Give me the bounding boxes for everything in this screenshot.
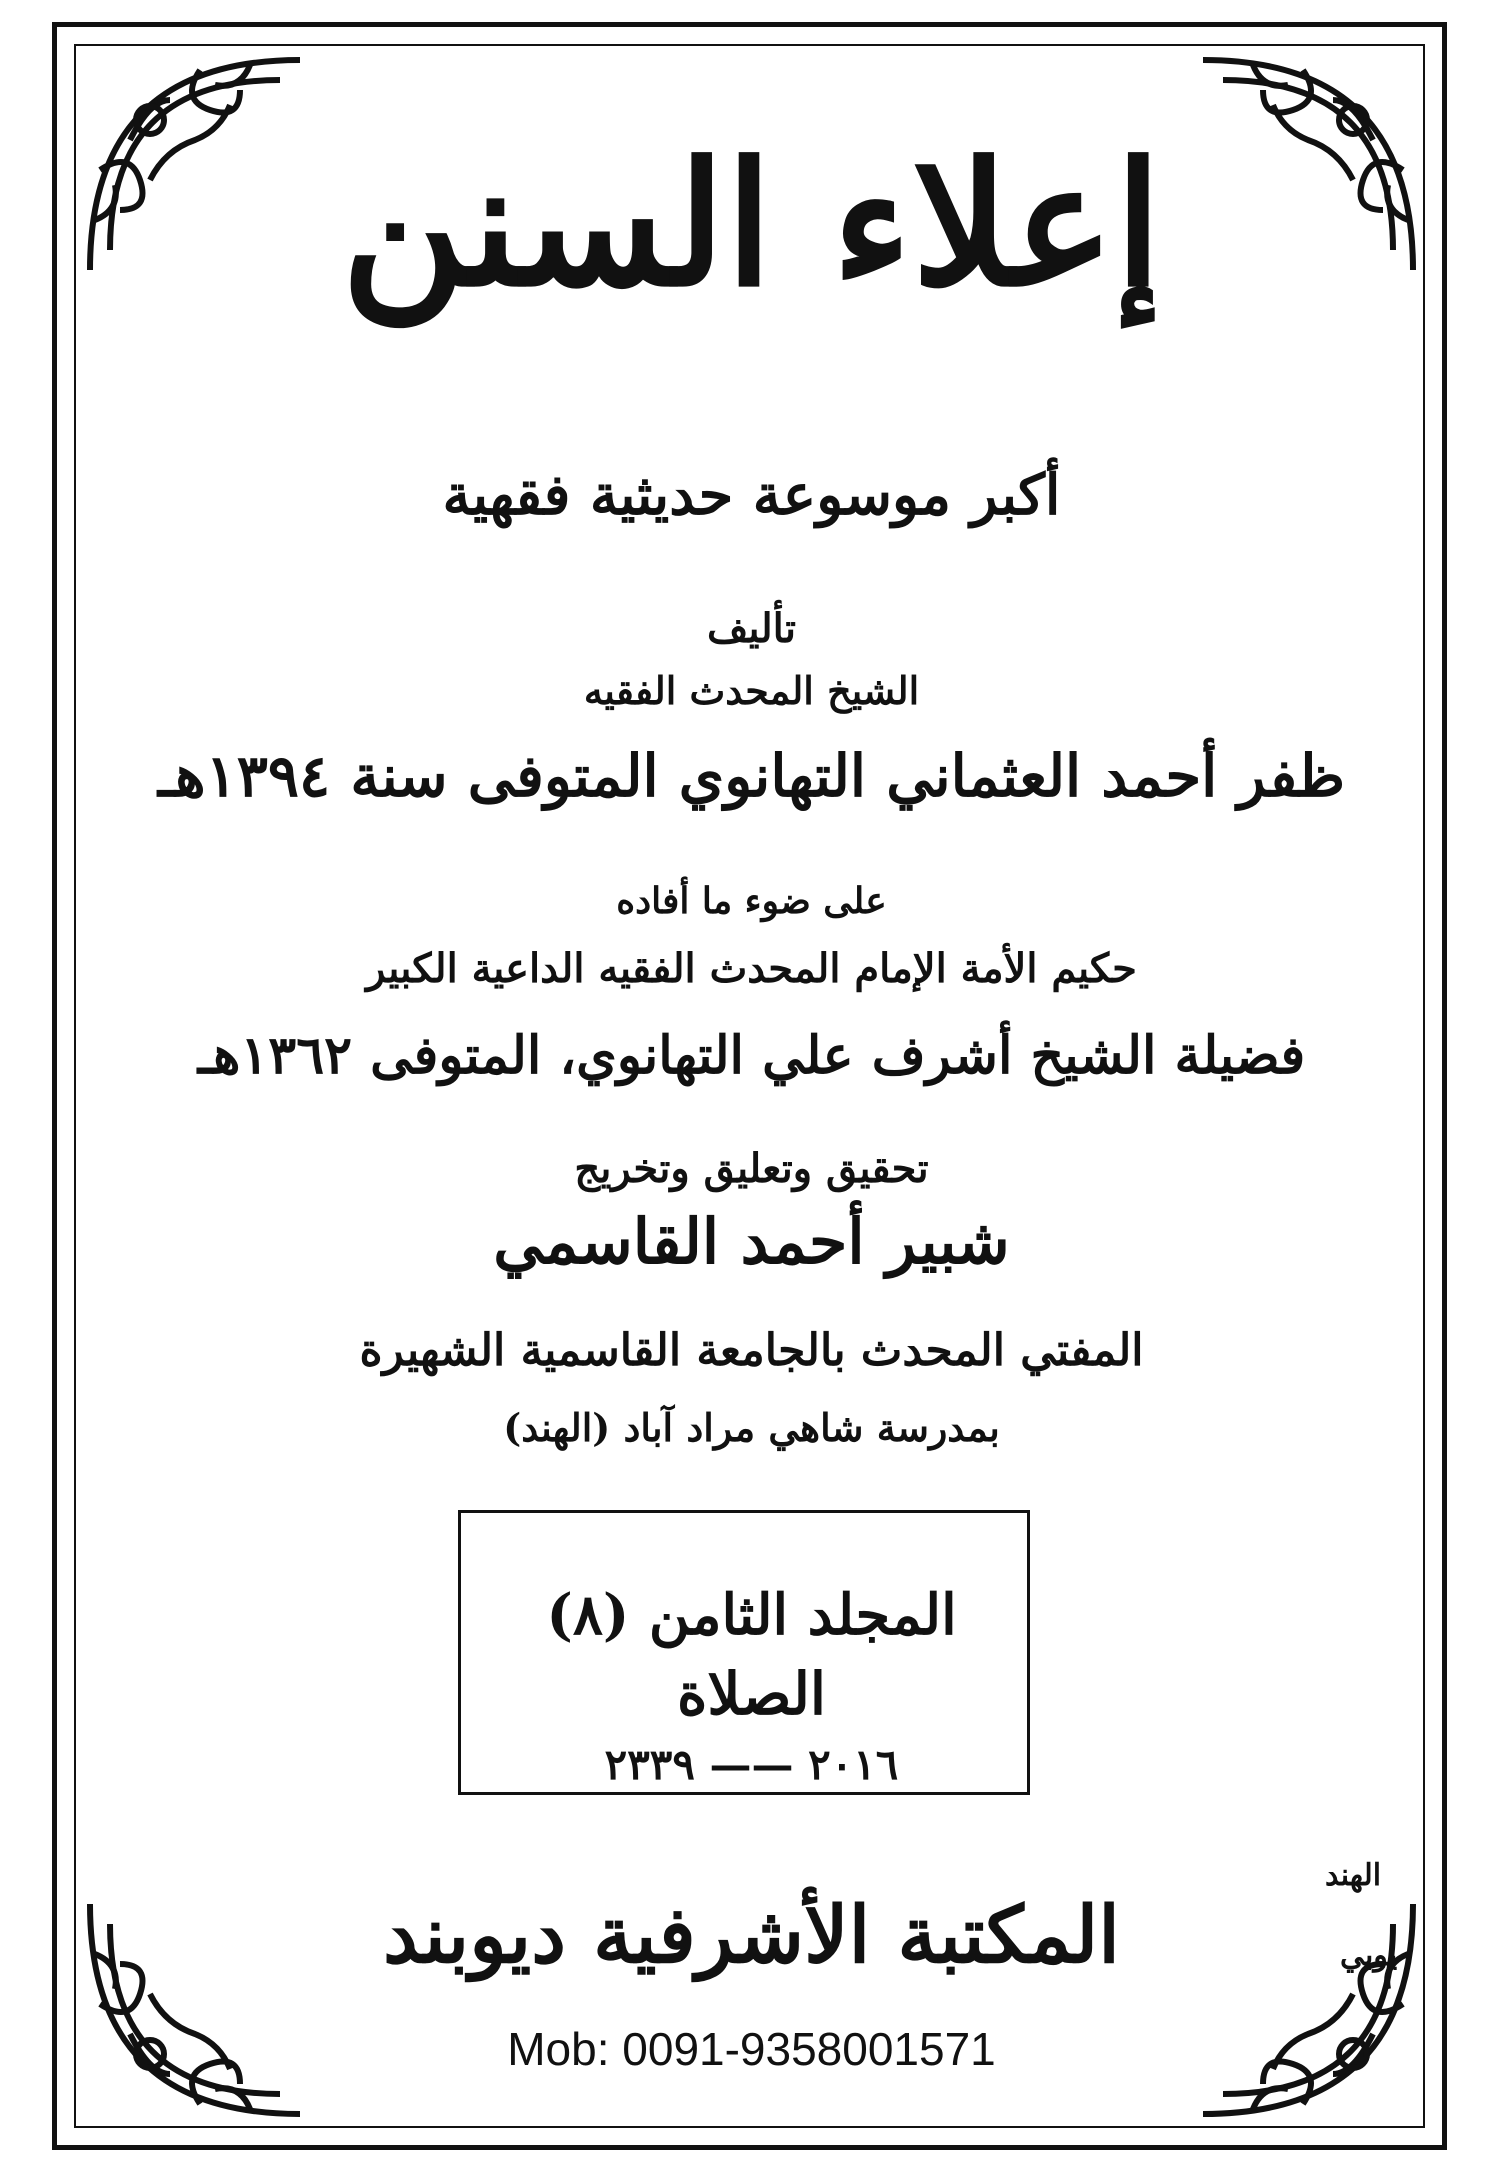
author-label: تأليف — [707, 605, 796, 652]
editing-label: تحقيق وتعليق وتخريج — [574, 1145, 929, 1192]
publisher-country: الهند — [1325, 1858, 1382, 1893]
basis-label: على ضوء ما أفاده — [616, 880, 887, 922]
contact-phone: Mob: 0091-9358001571 — [507, 2023, 996, 2075]
basis-name: فضيلة الشيخ أشرف علي التهانوي، المتوفى ١٣٦٢هـ — [197, 1025, 1306, 1086]
publisher-state: يوبي — [1340, 1938, 1398, 1973]
inner-border — [74, 44, 1425, 2128]
author-honorific: الشيخ المحدث الفقيه — [583, 668, 920, 713]
editor-role: المفتي المحدث بالجامعة القاسمية الشهيرة — [359, 1325, 1144, 1376]
book-title: إعلاء السنن — [341, 125, 1162, 325]
volume-hadith-range: ٢٠١٦ —— ٢٣٣٩ — [604, 1740, 899, 1789]
basis-titles: حكيم الأمة الإمام المحدث الفقيه الداعية الكبير — [366, 945, 1137, 992]
volume-topic: الصلاة — [676, 1660, 827, 1728]
editor-name: شبير أحمد القاسمي — [493, 1205, 1010, 1278]
volume-title: المجلد الثامن (٨) — [546, 1582, 957, 1648]
editor-place: بمدرسة شاهي مراد آباد (الهند) — [503, 1405, 1000, 1450]
book-subtitle: أكبر موسوعة حديثية فقهية — [442, 462, 1061, 528]
publisher-name: المكتبة الأشرفية ديوبند — [383, 1890, 1120, 1981]
author-name: ظفر أحمد العثماني التهانوي المتوفى سنة ١٣٩٤هـ — [158, 742, 1345, 810]
